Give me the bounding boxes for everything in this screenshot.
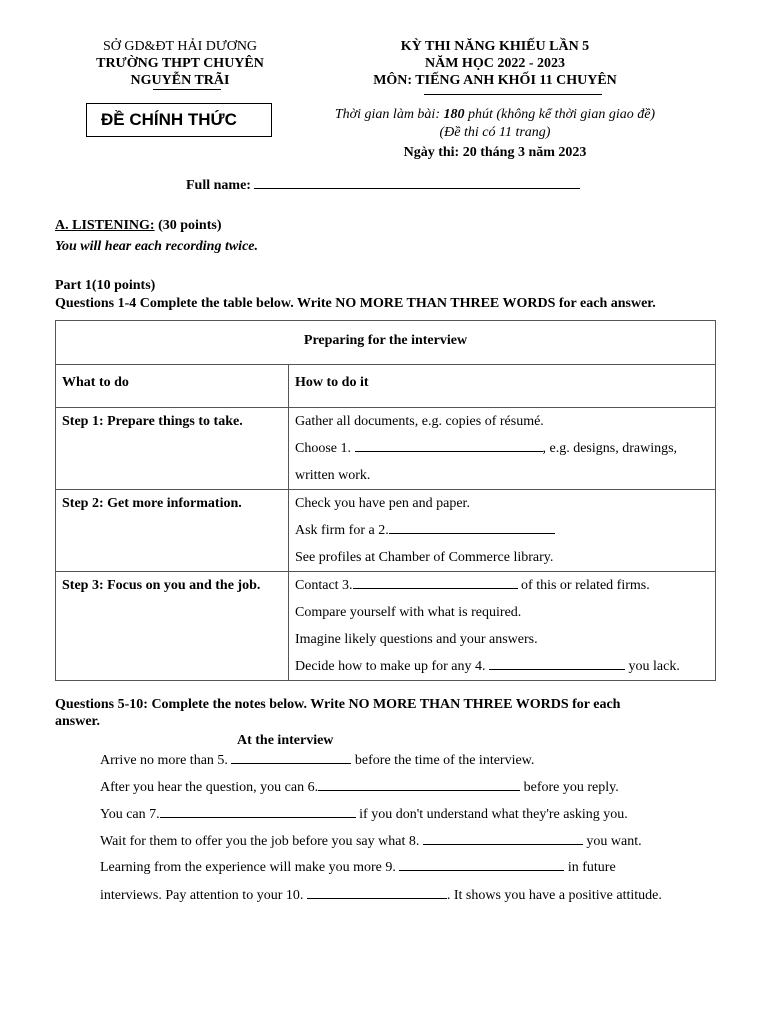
notes-title: At the interview — [237, 733, 334, 748]
answer-blank-7[interactable] — [160, 804, 356, 818]
official-exam-badge: ĐỀ CHÍNH THỨC — [86, 103, 272, 137]
answer-blank-8[interactable] — [423, 831, 583, 845]
table-title: Preparing for the interview — [56, 321, 716, 365]
school-name-line2: NGUYỄN TRÃI — [130, 73, 230, 88]
table-row — [56, 572, 716, 681]
exam-date: Ngày thi: 20 tháng 3 năm 2023 — [403, 145, 587, 160]
interview-preparation-table — [55, 320, 716, 681]
exam-header — [330, 38, 660, 89]
school-header — [60, 38, 300, 89]
step1-label: Step 1: Prepare things to take. — [62, 414, 243, 429]
note-item-9: Learning from the experience will make you more 9. in future — [100, 857, 616, 876]
department-name: SỞ GD&ĐT HẢI DƯƠNG — [102, 39, 258, 54]
step2-line3: See profiles at Chamber of Commerce library. — [295, 550, 554, 565]
step3-line4: Decide how to make up for any 4. you lack. — [295, 653, 709, 680]
answer-blank-6[interactable] — [318, 777, 520, 791]
exam-name: KỲ THI NĂNG KHIẾU LẦN 5 — [400, 39, 590, 54]
page-count-note: (Đề thi có 11 trang) — [439, 125, 551, 140]
step1-line1: Gather all documents, e.g. copies of résumé. — [295, 414, 544, 429]
step1-line3: written work. — [295, 468, 371, 483]
column-header-what: What to do — [56, 365, 289, 408]
school-underline — [153, 89, 221, 90]
school-name-line1: TRƯỜNG THPT CHUYÊN — [96, 56, 264, 71]
full-name-label: Full name: — [186, 175, 580, 194]
step3-label: Step 3: Focus on you and the job. — [62, 578, 261, 593]
table-row — [56, 490, 716, 572]
answer-blank-5[interactable] — [231, 750, 351, 764]
step3-line2: Compare yourself with what is required. — [295, 605, 522, 620]
exam-duration: Thời gian làm bài: 180 phút (không kể thời gian giao đề) — [334, 107, 656, 122]
exam-underline — [424, 94, 602, 95]
step3-line3: Imagine likely questions and your answers. — [295, 632, 538, 647]
note-item-8: Wait for them to offer you the job before you say what 8. you want. — [100, 831, 642, 850]
subject-grade: MÔN: TIẾNG ANH KHỐI 11 CHUYÊN — [373, 73, 617, 88]
full-name-blank[interactable] — [254, 175, 580, 189]
answer-blank-2[interactable] — [389, 520, 555, 534]
step2-line2: Ask firm for a 2. — [295, 517, 709, 544]
step2-line1: Check you have pen and paper. — [295, 496, 470, 511]
note-item-5: Arrive no more than 5. before the time of the interview. — [100, 750, 534, 769]
column-header-how: How to do it — [289, 365, 716, 408]
part1-title: Part 1(10 points) — [55, 278, 156, 293]
answer-blank-9[interactable] — [399, 857, 564, 871]
note-item-6: After you hear the question, you can 6. before you reply. — [100, 777, 619, 796]
step3-line1: Contact 3. of this or related firms. — [295, 572, 709, 599]
section-a-instruction: You will hear each recording twice. — [55, 239, 258, 254]
step2-label: Step 2: Get more information. — [62, 496, 242, 511]
questions-5-10-instruction: Questions 5-10: Complete the notes below. Write NO MORE THAN THREE WORDS for each — [55, 697, 621, 712]
questions-1-4-instruction: Questions 1-4 Complete the table below. Write NO MORE THAN THREE WORDS for each answer. — [55, 296, 656, 311]
school-year: NĂM HỌC 2022 - 2023 — [425, 56, 565, 71]
answer-blank-4[interactable] — [489, 656, 625, 670]
section-a-title: A. LISTENING: (30 points) — [55, 218, 222, 233]
questions-5-10-instruction-cont: answer. — [55, 714, 100, 729]
step1-line2: Choose 1. , e.g. designs, drawings, — [295, 435, 709, 462]
note-item-7: You can 7. if you don't understand what they're asking you. — [100, 804, 628, 823]
answer-blank-10[interactable] — [307, 885, 447, 899]
note-item-10: interviews. Pay attention to your 10. . It shows you have a positive attitude. — [100, 885, 662, 904]
answer-blank-1[interactable] — [355, 438, 543, 452]
answer-blank-3[interactable] — [353, 575, 518, 589]
table-row — [56, 408, 716, 490]
